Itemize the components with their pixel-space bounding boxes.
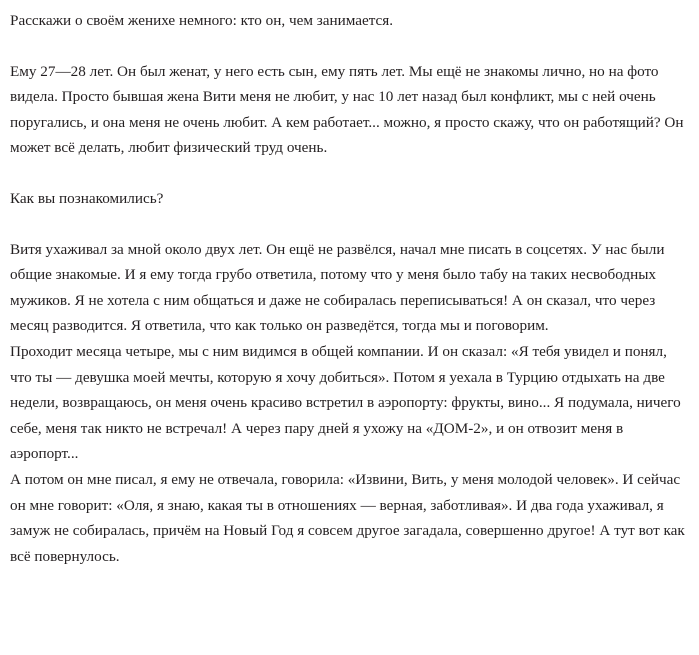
interview-question-2: Как вы познакомились? <box>10 189 164 207</box>
interview-answer-1: Ему 27—28 лет. Он был женат, у него есть сын, ему пять лет. Мы ещё не знакомы лично, но на фото видела. Просто бывшая жена Вити меня не любит, у нас 10 лет назад был конфликт, мы с ней очень поругались, и она меня не очень любит. А кем работает... можно, я просто скажу, что он работящий? Он может всё делать, любит физический труд очень. <box>10 62 684 157</box>
interview-answer-2c: А потом он мне писал, я ему не отвечала, говорила: «Извини, Вить, у меня молодой человек». И сейчас он мне говорит: «Оля, я знаю, какая ты в отношениях — верная, заботливая». И два года ухаживал, я замуж не собиралась, причём на Новый Год я совсем другое загадала, совершенно другое! А тут вот как всё повернулось. <box>10 470 685 565</box>
interview-answer-2a: Витя ухаживал за мной около двух лет. Он ещё не развёлся, начал мне писать в соцсетях. У нас были общие знакомые. И я ему тогда грубо ответила, потому что у меня было табу на таких несвободных мужиков. Я не хотела с ним общаться и даже не собиралась переписываться! А он сказал, что через месяц разводится. Я ответила, что как только он разведётся, тогда мы и поговорим. <box>10 240 665 335</box>
paragraph-spacer <box>10 34 685 59</box>
interview-question-1: Расскажи о своём женихе немного: кто он, чем занимается. <box>10 12 394 29</box>
paragraph-spacer <box>10 161 685 186</box>
interview-answer-2b: Проходит месяца четыре, мы с ним видимся в общей компании. И он сказал: «Я тебя увидел и понял, что ты — девушка моей мечты, которую я хочу добиться». Потом я уехала в Турцию отдыхать на две недели, возвращаюсь, он меня очень красиво встретил в аэропорту: фрукты, вино... Я подумала, ничего себе, меня так никто не встречал! А через пару дней я ухожу на «ДОМ-2», и он отвозит меня в аэропорт... <box>10 342 681 463</box>
paragraph-spacer <box>10 212 685 237</box>
